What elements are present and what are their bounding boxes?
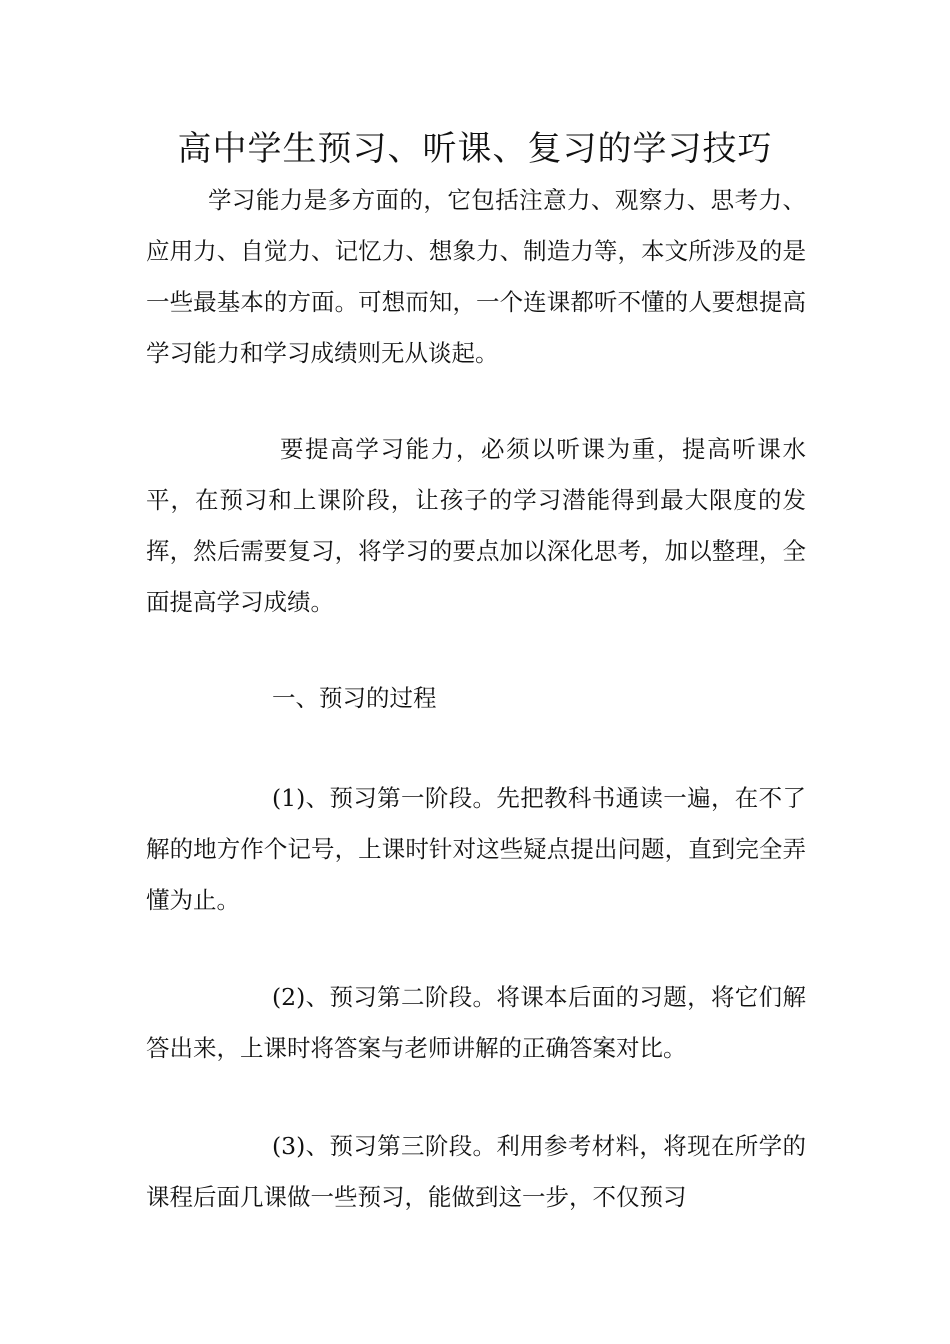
- document-title: 高中学生预习、听课、复习的学习技巧: [177, 129, 773, 169]
- paragraph-intro: 学习能力是多方面的，它包括注意力、观察力、思考力、应用力、自觉力、记忆力、想象力、制造力等，本文所涉及的是一些最基本的方面。可想而知，一个连课都听不懂的人要想提高学习能力和学习成绩则无从谈起。: [146, 186, 806, 367]
- section-heading-preview: 一、预习的过程: [272, 684, 437, 712]
- paragraph-preview-stage-3: (3)、预习第三阶段。利用参考材料，将现在所学的课程后面几课做一些预习，能做到这一步，不仅预习: [146, 1132, 806, 1211]
- paragraph-preview-stage-1: (1)、预习第一阶段。先把教科书通读一遍，在不了解的地方作个记号，上课时针对这些疑点提出问题，直到完全弄懂为止。: [146, 784, 806, 914]
- paragraph-listening: 要提高学习能力，必须以听课为重，提高听课水平，在预习和上课阶段，让孩子的学习潜能得到最大限度的发挥，然后需要复习，将学习的要点加以深化思考，加以整理，全面提高学习成绩。: [146, 435, 806, 616]
- paragraph-preview-stage-2: (2)、预习第二阶段。将课本后面的习题，将它们解答出来，上课时将答案与老师讲解的正确答案对比。: [146, 983, 806, 1062]
